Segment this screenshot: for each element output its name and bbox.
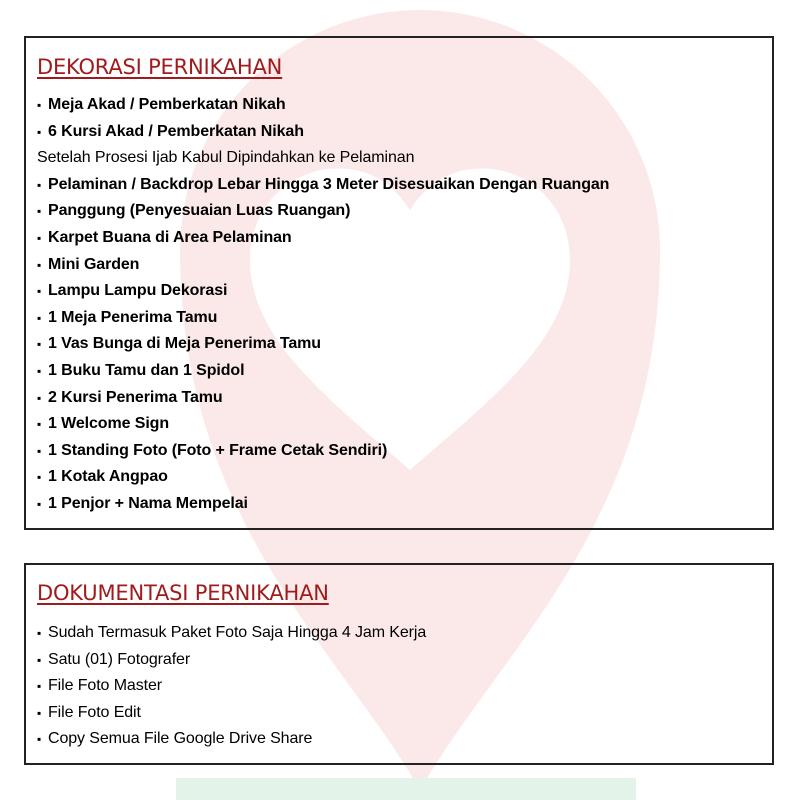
list-item [37, 464, 609, 491]
list-item [37, 411, 609, 438]
list-item [37, 252, 609, 279]
list-item-text: Meja Akad / Pemberkatan Nikah [48, 96, 286, 113]
list-item-text: 1 Vas Bunga di Meja Penerima Tamu [48, 335, 321, 353]
bullet-icon: ▪ [37, 390, 42, 405]
bullet-icon: ▪ [37, 705, 42, 720]
list-item [37, 225, 609, 252]
bullet-icon: ▪ [37, 470, 42, 485]
bullet-icon: ▪ [37, 177, 42, 192]
list-item-text: 1 Meja Penerima Tamu [48, 308, 218, 326]
list-item [37, 700, 426, 727]
bullet-icon: ▪ [37, 98, 42, 112]
list-item [37, 172, 609, 199]
list-item [37, 385, 609, 412]
list-item-text: 1 Penjor + Nama Mempelai [48, 494, 248, 512]
dokumentasi-title: DOKUMENTASI PERNIKAHAN [37, 581, 329, 605]
bullet-icon: ▪ [37, 310, 42, 325]
list-item-text: 1 Welcome Sign [48, 415, 170, 433]
list-item [37, 305, 609, 332]
list-item-text: File Foto Edit [48, 703, 141, 721]
list-item-text: 2 Kursi Penerima Tamu [48, 388, 223, 406]
bullet-icon: ▪ [37, 732, 42, 746]
list-item-text: Panggung (Penyesuaian Luas Ruangan) [48, 202, 351, 220]
bullet-icon: ▪ [37, 417, 42, 432]
list-item-text: 1 Buku Tamu dan 1 Spidol [48, 361, 245, 379]
list-item-text: Mini Garden [48, 255, 140, 273]
list-item-text: Lampu Lampu Dekorasi [48, 282, 228, 300]
bullet-icon: ▪ [37, 443, 42, 458]
list-item-text: 6 Kursi Akad / Pemberkatan Nikah [48, 122, 304, 140]
list-item [37, 358, 609, 385]
dokumentasi-list [37, 620, 426, 753]
list-item-text: 1 Kotak Angpao [48, 468, 168, 486]
list-item [37, 198, 609, 225]
list-item [37, 331, 609, 358]
bullet-icon: ▪ [37, 124, 42, 139]
bullet-icon: ▪ [37, 496, 42, 511]
dekorasi-list [37, 92, 609, 518]
list-item [37, 491, 609, 518]
bullet-icon: ▪ [37, 679, 42, 693]
list-item [37, 92, 609, 119]
bottom-decorative-strip [176, 778, 636, 800]
list-item [37, 673, 426, 700]
bullet-icon: ▪ [37, 652, 42, 667]
list-item [37, 726, 426, 753]
list-item [37, 278, 609, 305]
bullet-icon: ▪ [37, 230, 42, 245]
dekorasi-section [24, 36, 774, 530]
dokumentasi-section [24, 563, 774, 765]
bullet-icon: ▪ [37, 363, 42, 378]
list-item [37, 438, 609, 465]
list-item-text: Pelaminan / Backdrop Lebar Hingga 3 Meter Disesuaikan Dengan Ruangan [48, 175, 610, 193]
list-item [37, 119, 609, 146]
dekorasi-title: DEKORASI PERNIKAHAN [37, 55, 283, 79]
list-item-text: File Foto Master [48, 677, 162, 694]
bullet-icon: ▪ [37, 204, 42, 219]
list-item-text: Setelah Prosesi Ijab Kabul Dipindahkan ke Pelaminan [37, 149, 415, 167]
bullet-icon: ▪ [37, 284, 42, 299]
list-item-text: Sudah Termasuk Paket Foto Saja Hingga 4 Jam Kerja [48, 624, 427, 641]
bullet-icon: ▪ [37, 337, 42, 352]
list-item [37, 620, 426, 647]
bullet-icon: ▪ [37, 626, 42, 640]
list-item [37, 145, 609, 172]
list-item-text: Satu (01) Fotografer [48, 650, 191, 668]
bullet-icon: ▪ [37, 257, 42, 272]
list-item [37, 647, 426, 674]
list-item-text: Karpet Buana di Area Pelaminan [48, 228, 292, 246]
list-item-text: Copy Semua File Google Drive Share [48, 730, 313, 747]
list-item-text: 1 Standing Foto (Foto + Frame Cetak Sendiri) [48, 441, 388, 459]
